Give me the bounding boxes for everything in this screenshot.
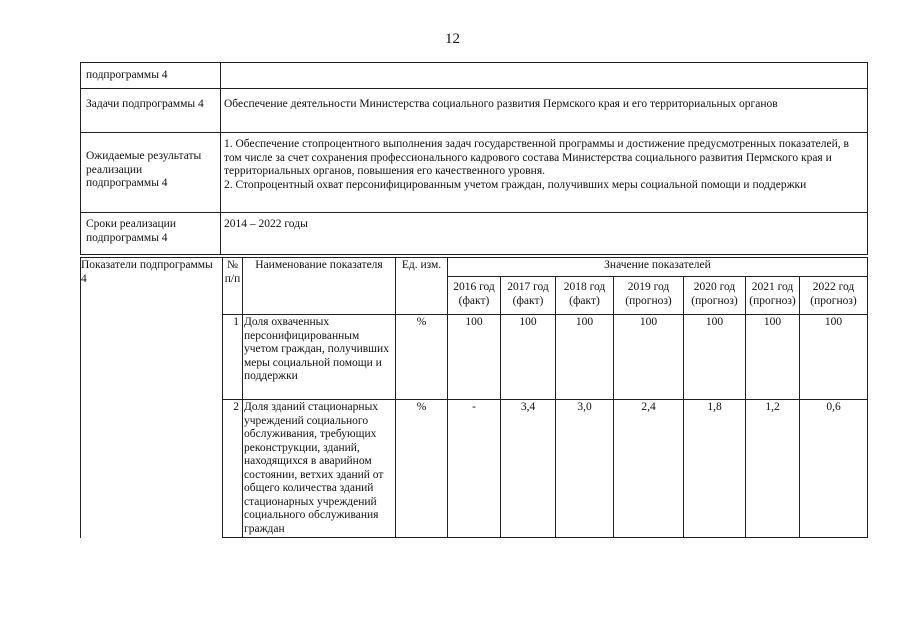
col-num-header: № п/п bbox=[223, 258, 243, 315]
row-value: 100 bbox=[448, 315, 501, 400]
row-value: 100 bbox=[556, 315, 614, 400]
terms-label: Сроки реализации подпрограммы 4 bbox=[81, 213, 221, 255]
year-header: 2016 год (факт) bbox=[448, 277, 501, 315]
year-header: 2017 год (факт) bbox=[501, 277, 556, 315]
year-header: 2018 год (факт) bbox=[556, 277, 614, 315]
tasks-label: Задачи подпрограммы 4 bbox=[81, 89, 221, 133]
passport-row-terms bbox=[81, 213, 868, 255]
results-item-2: 2. Стопроцентный охват персонифицированным учетом граждан, получивших меры социальной помощи и поддержки bbox=[224, 178, 807, 191]
row-value: 3,0 bbox=[556, 400, 614, 538]
row-name: Доля зданий стационарных учреждений социального обслуживания, требующих реконструкции, зданий, находящихся в аварийном состоянии, ветхих зданий от общего количества зданий стационарных учреждений социального обслуживания граждан bbox=[243, 400, 396, 538]
passport-row-tasks bbox=[81, 89, 868, 133]
year-header: 2020 год (прогноз) bbox=[684, 277, 746, 315]
col-unit-header: Ед. изм. bbox=[396, 258, 448, 315]
row-num: 2 bbox=[223, 400, 243, 538]
indicators-table bbox=[80, 257, 868, 538]
indicators-header-row bbox=[81, 258, 868, 277]
row-name: Доля охваченных персонифицированным учетом граждан, получивших меры социальной помощи и поддержки bbox=[243, 315, 396, 400]
results-item-1: 1. Обеспечение стопроцентного выполнения задач государственной программы и достижение предусмотренных показателей, в том числе за счет сохранения профессионального кадрового состава Министерства социального развития Пермского края и территориальных органов, повышения его качественного уровня. bbox=[224, 138, 849, 177]
col-values-header: Значение показателей bbox=[448, 258, 868, 277]
row-value: 1,8 bbox=[684, 400, 746, 538]
row-unit: % bbox=[396, 315, 448, 400]
row-value: 0,6 bbox=[800, 400, 868, 538]
col-name-header: Наименование показателя bbox=[243, 258, 396, 315]
row-value: 100 bbox=[746, 315, 800, 400]
indicators-label: Показатели подпрограммы 4 bbox=[81, 258, 223, 538]
passport-row-subprogram bbox=[81, 63, 868, 89]
row-value: 100 bbox=[800, 315, 868, 400]
row-value: - bbox=[448, 400, 501, 538]
year-header: 2019 год (прогноз) bbox=[614, 277, 684, 315]
year-header: 2021 год (прогноз) bbox=[746, 277, 800, 315]
page-number: 12 bbox=[445, 31, 460, 47]
row-value: 100 bbox=[501, 315, 556, 400]
results-value bbox=[221, 133, 868, 213]
terms-value: 2014 – 2022 годы bbox=[221, 213, 868, 255]
year-header: 2022 год (прогноз) bbox=[800, 277, 868, 315]
row-unit: % bbox=[396, 400, 448, 538]
passport-value bbox=[221, 63, 868, 89]
row-value: 100 bbox=[614, 315, 684, 400]
passport-table bbox=[80, 62, 868, 255]
row-value: 1,2 bbox=[746, 400, 800, 538]
passport-row-results bbox=[81, 133, 868, 213]
row-value: 100 bbox=[684, 315, 746, 400]
row-num: 1 bbox=[223, 315, 243, 400]
tasks-value: Обеспечение деятельности Министерства социального развития Пермского края и его территориальных органов bbox=[221, 89, 868, 133]
results-label: Ожидаемые результаты реализации подпрограммы 4 bbox=[81, 133, 221, 213]
passport-label: подпрограммы 4 bbox=[81, 63, 221, 89]
row-value: 2,4 bbox=[614, 400, 684, 538]
row-value: 3,4 bbox=[501, 400, 556, 538]
